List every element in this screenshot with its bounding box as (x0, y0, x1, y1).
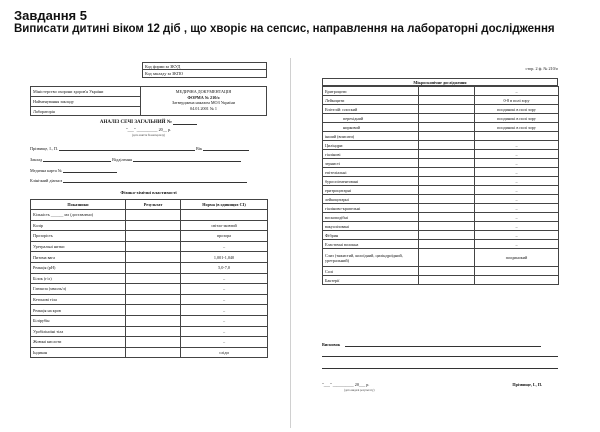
norm-cell: – (475, 186, 559, 195)
result-cell[interactable] (126, 294, 181, 305)
indicator-cell: воскоподібні (323, 213, 419, 222)
result-cell[interactable] (419, 123, 475, 132)
indicator-cell: Глюкоза (ммоль/л) (31, 284, 126, 295)
result-cell[interactable] (126, 326, 181, 337)
order-date: 04.01.2001 № 1 (189, 105, 218, 111)
norm-cell: – (475, 204, 559, 213)
norm-cell: – (181, 337, 268, 348)
table-header-row (31, 200, 268, 210)
table-row (31, 220, 268, 231)
result-cell[interactable] (419, 195, 475, 204)
indicator-cell: Уробіліноїні тіла (31, 326, 126, 337)
result-cell[interactable] (419, 177, 475, 186)
result-date: "___" __________ 20___ р. (322, 382, 370, 387)
indicator-cell: еритроцитарні (323, 186, 419, 195)
indicator-cell: Циліндри: (323, 141, 419, 150)
table-row (323, 123, 559, 132)
norm-cell: сліди (181, 347, 268, 358)
result-cell[interactable] (126, 347, 181, 358)
age-label: Вік (196, 146, 203, 151)
table-row (323, 159, 559, 168)
norm-cell: – (475, 222, 559, 231)
table-row (323, 213, 559, 222)
norm-cell: – (475, 87, 559, 96)
indicator-cell: Білірубін (31, 315, 126, 326)
table-row (31, 305, 268, 316)
urine-analysis-form-page-1 (30, 60, 267, 410)
result-cell[interactable] (419, 267, 475, 276)
indicator-cell: Реакція (pH) (31, 262, 126, 273)
indicator-cell: Білок (г/л) (31, 273, 126, 284)
result-cell[interactable] (126, 284, 181, 295)
indicator-cell: зернисті (323, 159, 419, 168)
table-row (323, 132, 559, 141)
result-cell[interactable] (126, 315, 181, 326)
norm-cell: поодинокий (475, 249, 559, 267)
patient-name-row (30, 146, 249, 151)
indicator-cell: гіалінові (323, 150, 419, 159)
facility-field[interactable] (43, 158, 111, 162)
norm-cell: 1,001-1,040 (181, 252, 268, 263)
result-cell[interactable] (126, 220, 181, 231)
physchem-table (30, 199, 268, 358)
patient-name-field[interactable] (59, 147, 195, 151)
card-row (30, 168, 117, 173)
table-row (323, 150, 559, 159)
table-row (31, 262, 268, 273)
result-date-caption: (дата видачі результату) (344, 388, 375, 392)
result-cell[interactable] (419, 276, 475, 285)
norm-cell: – (475, 177, 559, 186)
table-row (323, 249, 559, 267)
table-row (31, 231, 268, 242)
norm-cell: – (181, 273, 268, 284)
diagnosis-field[interactable] (63, 179, 247, 183)
norm-cell: 0-8 в полі зору (475, 96, 559, 105)
norm-cell (475, 132, 559, 141)
table-row (323, 267, 559, 276)
table-row (31, 252, 268, 263)
facility-row (30, 157, 241, 162)
med-doc-label: МЕДИЧНА ДОКУМЕНТАЦІЯ (175, 89, 232, 94)
indicator-cell: Індикан (31, 347, 126, 358)
norm-cell: – (475, 168, 559, 177)
indicator-cell: Прозорість (31, 231, 126, 242)
norm-cell: 5,0-7,0 (181, 262, 268, 273)
result-cell[interactable] (126, 231, 181, 242)
conclusion-line-2[interactable] (322, 356, 558, 357)
table-row (31, 315, 268, 326)
indicator-cell: Слиз (тяжистий, колоїдний, циліндроїдний, уретральний) (323, 249, 419, 267)
indicator-cell: лейкоцитарні (323, 195, 419, 204)
indicator-cell: інший (вписати) (323, 132, 419, 141)
indicator-cell: нирковий (323, 123, 419, 132)
result-cell[interactable] (419, 105, 475, 114)
result-cell[interactable] (419, 87, 475, 96)
approved-label: Затверджена наказом МОЗ України (172, 100, 235, 106)
result-cell[interactable] (419, 240, 475, 249)
indicator-cell: Уретральні нитки (31, 241, 126, 252)
result-cell[interactable] (126, 210, 181, 221)
table-row (323, 240, 559, 249)
table-row (31, 326, 268, 337)
table-row (31, 337, 268, 348)
indicator-cell: Бактерії (323, 276, 419, 285)
table-row (31, 273, 268, 284)
result-cell[interactable] (419, 213, 475, 222)
patient-name-label: Прізвище, І., П. (30, 146, 58, 151)
result-cell[interactable] (126, 273, 181, 284)
conclusion-label: Висновок (322, 342, 341, 347)
col-norm: Норма (в одиницях СІ) (181, 200, 268, 210)
form-code-zkpo: Код закладу за ЗКПО (145, 71, 184, 76)
table-row (323, 186, 559, 195)
facility-label: Заклад (30, 157, 43, 162)
table-row (323, 195, 559, 204)
norm-cell: поодинокі в полі зору (475, 123, 559, 132)
result-cell[interactable] (419, 231, 475, 240)
table-row (323, 204, 559, 213)
conclusion-row (322, 342, 558, 347)
result-cell[interactable] (126, 305, 181, 316)
indicator-cell: Питома вага (31, 252, 126, 263)
indicator-cell: Реакція на кров (31, 305, 126, 316)
indicator-cell: Кількість ______ мл (доставлено) (31, 210, 126, 221)
physchem-title: Фізико-хімічні властивості (120, 190, 177, 195)
form-code-zkud: Код форми за ЗКУД (143, 63, 266, 70)
indicator-cell: гіаліново-крапельні (323, 204, 419, 213)
laboratory-label: Лабораторія (33, 109, 55, 114)
norm-cell: – (181, 326, 268, 337)
norm-cell: – (181, 315, 268, 326)
indicator-cell: Кетонові тіла (31, 294, 126, 305)
indicator-cell: Колір (31, 220, 126, 231)
result-cell[interactable] (419, 249, 475, 267)
result-cell[interactable] (419, 222, 475, 231)
norm-cell: поодинокі в полі зору (475, 105, 559, 114)
norm-cell (475, 276, 559, 285)
norm-cell: – (475, 213, 559, 222)
indicator-cell: буроспігментовані (323, 177, 419, 186)
col-indicator: Показники (31, 200, 126, 210)
norm-cell (475, 267, 559, 276)
norm-cell: прозора (181, 231, 268, 242)
indicator-cell: Еластичні волокна (323, 240, 419, 249)
department-field[interactable] (133, 158, 241, 162)
norm-cell: – (475, 141, 559, 150)
norm-cell: – (475, 195, 559, 204)
diagnosis-label: Клінічний діагноз (30, 178, 63, 183)
conclusion-field[interactable] (345, 343, 541, 347)
table-row (31, 284, 268, 295)
signer-name-label: Прізвище, І., П. (512, 382, 542, 387)
table-row (323, 141, 559, 150)
table-row (323, 276, 559, 285)
form-header-left (31, 87, 141, 115)
table-row (323, 231, 559, 240)
norm-cell: – (475, 150, 559, 159)
indicator-cell: Лейкоцити (323, 96, 419, 105)
form-header-right (141, 87, 266, 115)
result-cell[interactable] (126, 262, 181, 273)
page-form-code: стор. 2 ф. № 210/о (525, 66, 558, 71)
sample-date: "___" __________ 20__ р. (125, 127, 172, 132)
sample-date-caption: (дата взяття біоматеріалу) (131, 133, 166, 137)
norm-cell: – (181, 284, 268, 295)
signature-row (322, 382, 558, 387)
indicator-cell: перехідний (323, 114, 419, 123)
form-header (30, 86, 267, 116)
urine-analysis-form-page-2 (322, 66, 558, 406)
task-subtitle: Виписати дитині віком 12 діб , що хворіє на сепсис, направлення на лабораторні дослідження (14, 23, 555, 35)
result-cell[interactable] (126, 252, 181, 263)
micro-title: Мікроскопічне дослідження (322, 78, 558, 86)
result-cell[interactable] (419, 159, 475, 168)
norm-cell: – (181, 294, 268, 305)
norm-cell: – (181, 241, 268, 252)
result-cell[interactable] (419, 132, 475, 141)
age-field[interactable] (203, 147, 249, 151)
table-row (323, 96, 559, 105)
norm-cell: поодинокі в полі зору (475, 114, 559, 123)
norm-cell: – (181, 305, 268, 316)
indicator-cell: Фібрин (323, 231, 419, 240)
table-row (31, 294, 268, 305)
indicator-cell: вакуолізовані (323, 222, 419, 231)
indicator-cell: Солі (323, 267, 419, 276)
norm-cell: – (475, 240, 559, 249)
analysis-title: АНАЛІЗ СЕЧІ ЗАГАЛЬНИЙ № (30, 120, 267, 125)
card-label: Медична карта № (30, 168, 62, 173)
table-row (323, 168, 559, 177)
form-number: ФОРМА № 210/о (187, 94, 220, 100)
table-row (323, 105, 559, 114)
conclusion-line-3[interactable] (322, 368, 558, 369)
table-row (323, 222, 559, 231)
col-result: Результат (126, 200, 181, 210)
indicator-cell: Епітелій: плоский (323, 105, 419, 114)
table-row (323, 87, 559, 96)
ministry-label: Міністерство охорони здоров'я України (31, 87, 140, 97)
table-row (31, 241, 268, 252)
indicator-cell: Еритроцити (323, 87, 419, 96)
form-code-box (142, 62, 267, 78)
facility-name-label: Найменування закладу (31, 97, 140, 107)
indicator-cell: епітеліальні (323, 168, 419, 177)
indicator-cell: Жовчні кислоти (31, 337, 126, 348)
norm-cell: світло-жовтий (181, 220, 268, 231)
table-row (31, 347, 268, 358)
result-cell[interactable] (126, 337, 181, 348)
result-cell[interactable] (419, 141, 475, 150)
micro-table (322, 86, 559, 285)
result-cell[interactable] (419, 168, 475, 177)
result-cell[interactable] (419, 204, 475, 213)
norm-cell (181, 210, 268, 221)
page-divider (290, 58, 291, 428)
diagnosis-row (30, 178, 247, 183)
result-cell[interactable] (126, 241, 181, 252)
department-label: Відділення (112, 157, 132, 162)
task-title: Завдання 5 (14, 8, 87, 23)
result-cell[interactable] (419, 96, 475, 105)
result-cell[interactable] (419, 150, 475, 159)
table-row (31, 210, 268, 221)
table-row (323, 177, 559, 186)
card-field[interactable] (63, 169, 117, 173)
norm-cell: – (475, 231, 559, 240)
norm-cell: – (475, 159, 559, 168)
table-row (323, 114, 559, 123)
result-cell[interactable] (419, 114, 475, 123)
result-cell[interactable] (419, 186, 475, 195)
